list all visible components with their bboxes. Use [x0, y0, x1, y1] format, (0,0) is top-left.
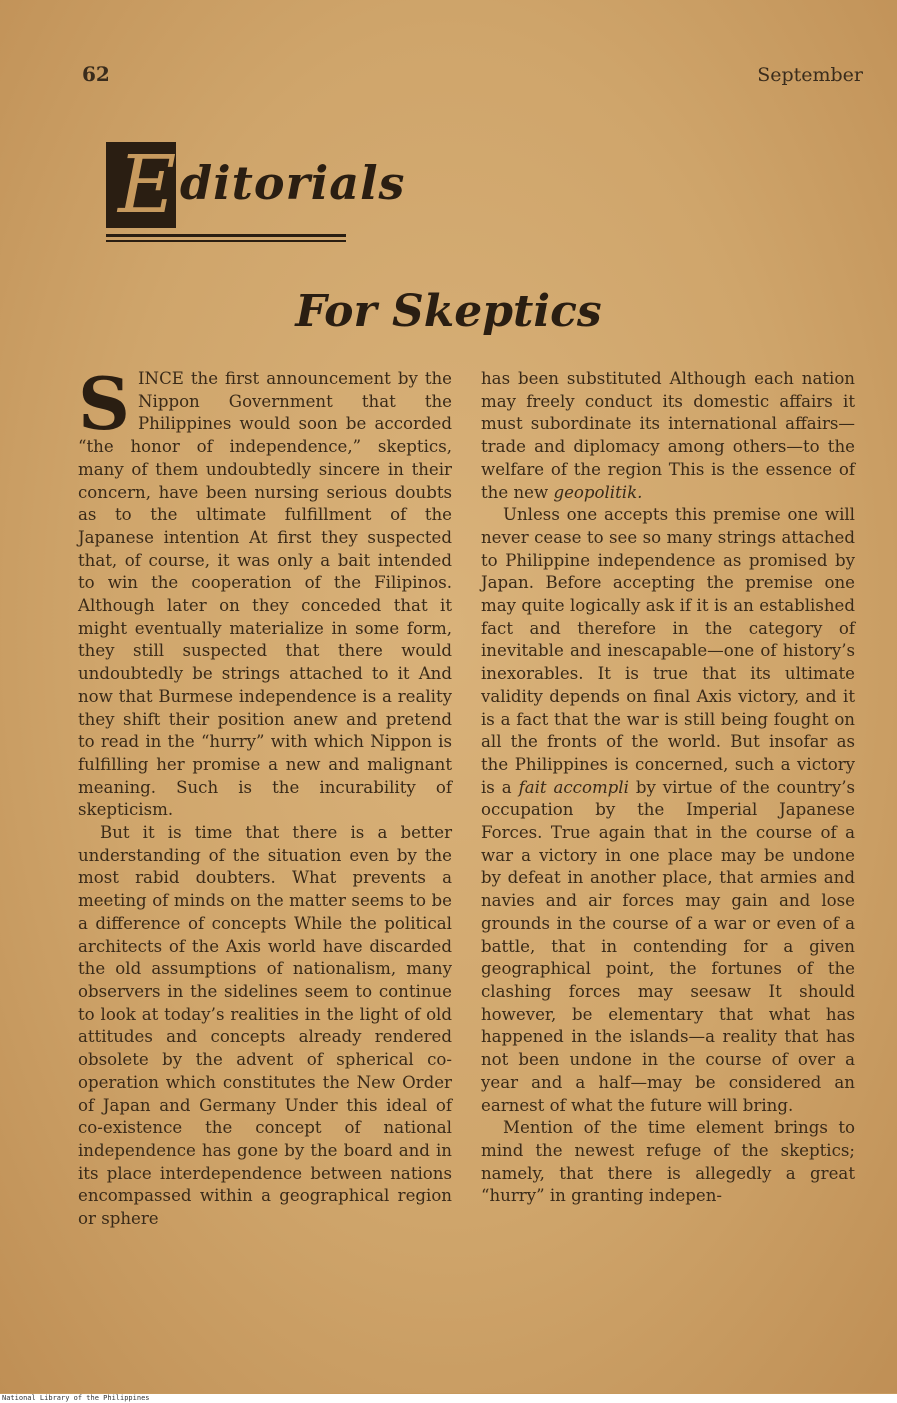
article-title: For Skeptics — [295, 286, 602, 337]
right-paragraph-2 — [481, 504, 855, 1117]
footer-bar — [0, 1394, 897, 1403]
left-paragraph-2: But it is time that there is a better understanding of the situation even by the most rabid doubters. What prevents a meeting of minds on the matter seems to be a difference of concepts While the political architects of the Axis world have discarded the old assumptions of nationalism, many observers in the sidelines seem to continue to look at today’s realities in the light of old attitudes and concepts already rendered obsolete by the advent of spherical co-operation which constitutes the New Order of Japan and Germany Under this ideal of co-existence the concept of national independence has gone by the board and in its place interdependence between nations encompassed within a geographical region or sphere — [78, 823, 452, 1229]
page-number: 62 — [82, 62, 110, 86]
left-paragraph-1 — [78, 361, 452, 822]
italic-term-geopolitik: geopolitik. — [553, 482, 643, 502]
right-paragraph-2-text-b: by virtue of the country’s occupation by the Imperial Japanese Forces. True again that in the course of a war a victory in one place may be undone by defeat in another place, that armies and navies and air forces may gain and lose grounds in the course of a war or even of a battle, that in contending for a given geographical point, the fortunes of the clashing forces may seesaw It should however, be elementary that what has happened in the islands—a reality that has not been undone in the course of over a year and a half—may be considered an earnest of what the future will bring. — [481, 777, 856, 1115]
right-paragraph-1-text: has been substituted Although each nation may freely conduct its domestic affairs it must subordinate its international affairs—trade and diplomacy among others—to the welfare of the region This is the essence of the new — [481, 369, 855, 502]
masthead-drop-letter: E — [118, 138, 177, 231]
drop-cap: S — [78, 361, 130, 446]
masthead-rule-top — [106, 234, 346, 237]
masthead-rule-bottom — [106, 240, 346, 242]
left-column — [78, 361, 452, 1231]
masthead-drop-letter-box — [106, 138, 177, 231]
running-header-month: September — [757, 64, 863, 86]
editorials-masthead — [106, 138, 406, 246]
right-column — [481, 368, 855, 1208]
masthead-word: ditorials — [180, 156, 406, 210]
italic-term-fait-accompli: fait accompli — [518, 777, 629, 797]
footer-credit: National Library of the Philippines — [2, 1394, 150, 1402]
right-paragraph-2-text-a: Unless one accepts this premise one will never cease to see so many strings attached to Philippine independence as promised by Japan. Before accepting the premise one may quite logically ask if it is an established fact and therefore in the category of inevitable and inescapable—one of history’s inexorables. It is true that its ultimate validity depends on final Axis victory, and it is a fact that the war is still being fought on all the fronts of the world. But insofar as the Philippines is concerned, such a victory is a — [481, 505, 855, 797]
right-paragraph-3: Mention of the time element brings to mind the newest refuge of the skeptics; namely, that there is allegedly a great “hurry” in granting indepen- — [481, 1118, 855, 1206]
right-paragraph-1 — [481, 368, 855, 504]
left-paragraph-1-text: INCE the first announcement by the Nippon Government that the Philippines would soon be accorded “the honor of independence,” skeptics, many of them undoubtedly sincere in their concern, have been nursing serious doubts as to the ultimate fulfillment of the Japanese intention At first they suspected that, of course, it was only a bait intended to win the cooperation of the Filipinos. Although later on they conceded that it might eventually materialize in some form, they still suspected that there would undoubtedly be strings attached to it And now that Burmese independence is a reality they shift their position anew and pretend to read in the “hurry” with which Nippon is fulfilling her promise a new and malignant meaning. Such is the incurability of skepticism. — [78, 369, 452, 820]
